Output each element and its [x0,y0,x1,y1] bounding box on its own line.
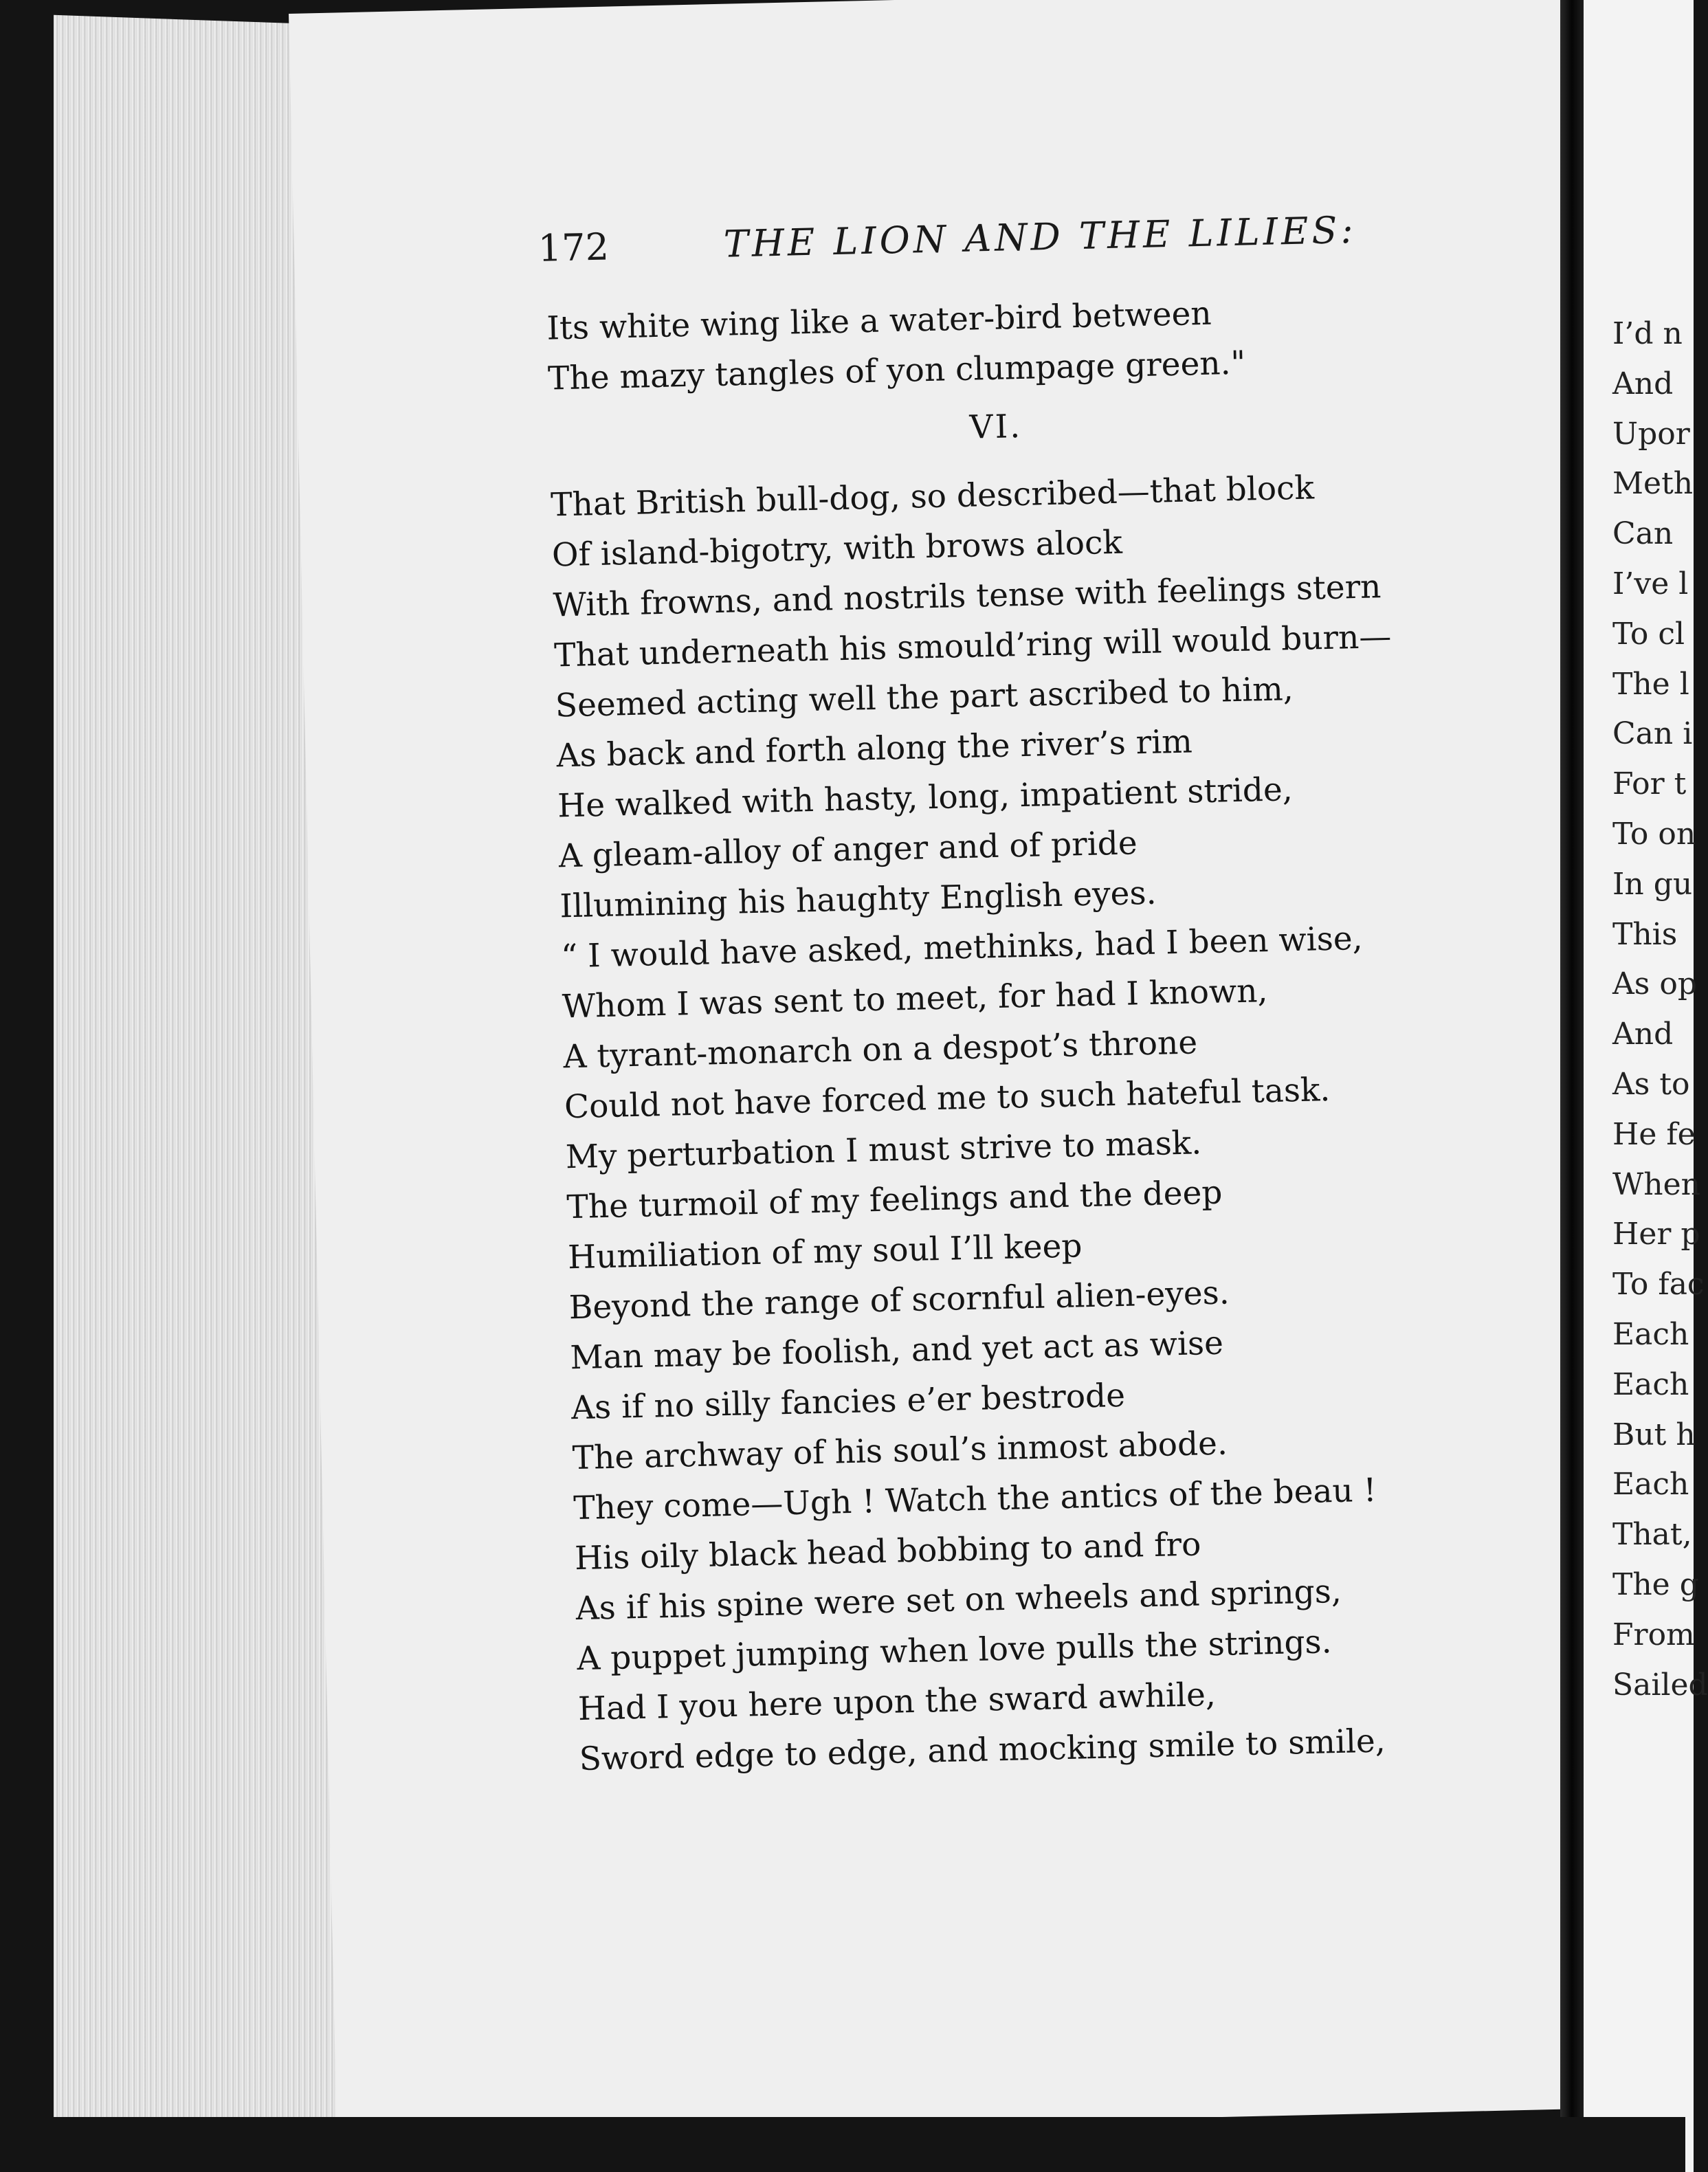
facing-page-line-fragment: I’ve l [1612,566,1689,601]
facing-page-text [1612,309,1708,1710]
poem-line: Humiliation of my soul I’ll keep [567,1227,1083,1277]
left-page [289,0,1629,2137]
poem-line: That underneath his smould’ring will would burn— [553,617,1392,675]
facing-page-line-fragment: Can i [1612,716,1693,752]
poem-line: The archway of his soul’s inmost abode. [572,1424,1228,1478]
facing-page-line-fragment: And [1612,366,1674,401]
facing-page-line-fragment: But h [1612,1417,1696,1452]
facing-page-line-fragment: He fe [1612,1116,1696,1152]
poem-line: Could not have forced me to such hateful task. [564,1071,1331,1127]
poem-line: The mazy tangles of yon clumpage green." [547,344,1246,398]
facing-page-line-fragment: Her p [1612,1217,1700,1252]
page-number: 172 [537,225,610,270]
facing-page-line-fragment: That, [1612,1517,1692,1553]
poem-line: Whom I was sent to meet, for had I known, [562,972,1268,1026]
poem-line: Seemed acting well the part ascribed to him, [555,670,1294,725]
poem-line: A puppet jumping when love pulls the strings. [576,1623,1333,1678]
facing-page-line-fragment: This [1612,916,1678,952]
facing-page-line-fragment: From [1612,1617,1695,1652]
stanza-vi [550,458,1542,1784]
facing-page-line-fragment: As to [1612,1066,1690,1102]
poem-line: Of island-bigotry, with brows alock [551,523,1123,575]
poem-line: Man may be foolish, and yet act as wise [569,1324,1224,1377]
facing-page-line-fragment: Upor [1612,416,1690,452]
poem-line: They come—Ugh ! Watch the antics of the beau ! [573,1471,1377,1528]
poem-line: With frowns, and nostrils tense with feelings stern [553,568,1382,625]
facing-page-line-fragment: Each [1612,1366,1689,1402]
facing-page-line-fragment: When [1612,1166,1700,1202]
facing-page-line-fragment: Can [1612,516,1674,552]
facing-page-line-fragment: Each [1612,1316,1689,1352]
poem-line: A gleam-alloy of anger and of pride [558,824,1138,876]
poem-line: Illumining his haughty English eyes. [559,874,1157,926]
facing-page-line-fragment: Sailed [1612,1667,1708,1703]
poem-line: His oily black head bobbing to and fro [574,1525,1201,1578]
facing-page-line-fragment: Meth [1612,466,1694,502]
poem-line: My perturbation I must strive to mask. [565,1124,1202,1177]
scan-bottom-edge [0,2117,1685,2172]
poem-line: Had I you here upon the sward awhile, [577,1676,1217,1729]
poem-line: “ I would have asked, methinks, had I been wise, [560,919,1364,976]
poem-line: Beyond the range of scornful alien-eyes. [568,1274,1230,1327]
poem-line: As if no silly fancies e’er bestrode [570,1376,1126,1428]
facing-page-line-fragment: As op [1612,966,1697,1002]
facing-page-line-fragment: The g [1612,1566,1699,1602]
facing-page-line-fragment: I’d n [1612,316,1683,351]
poem-line: As back and forth along the river’s rim [555,722,1193,775]
facing-page-line-fragment: In gu [1612,866,1693,902]
section-heading: VI. [969,407,1023,447]
book-gutter [1560,0,1584,2172]
facing-page [1584,0,1708,2172]
facing-page-line-fragment: To fac [1612,1267,1705,1303]
running-head: THE LION AND THE LILIES: [723,208,1357,266]
poem-line: A tyrant-monarch on a despot’s throne [562,1023,1198,1076]
facing-page-line-fragment: And [1612,1017,1674,1052]
facing-page-line-fragment: The l [1612,666,1689,702]
poem-line: He walked with hasty, long, impatient stride, [557,771,1294,825]
poem-line: That British bull-dog, so described—that block [550,469,1315,524]
facing-page-line-fragment: To cl [1612,616,1685,652]
facing-page-line-fragment: Each [1612,1467,1689,1503]
poem-line: As if his spine were set on wheels and springs, [575,1572,1342,1628]
poem-line: The turmoil of my feelings and the deep [566,1173,1223,1227]
page-header [537,203,1569,282]
facing-page-line-fragment: To on [1612,816,1696,852]
poem-line: Sword edge to edge, and mocking smile to smile, [579,1722,1386,1779]
facing-page-line-fragment: For t [1612,766,1687,802]
poem-text [546,282,1542,1784]
poem-line: Its white wing like a water-bird between [546,294,1212,348]
